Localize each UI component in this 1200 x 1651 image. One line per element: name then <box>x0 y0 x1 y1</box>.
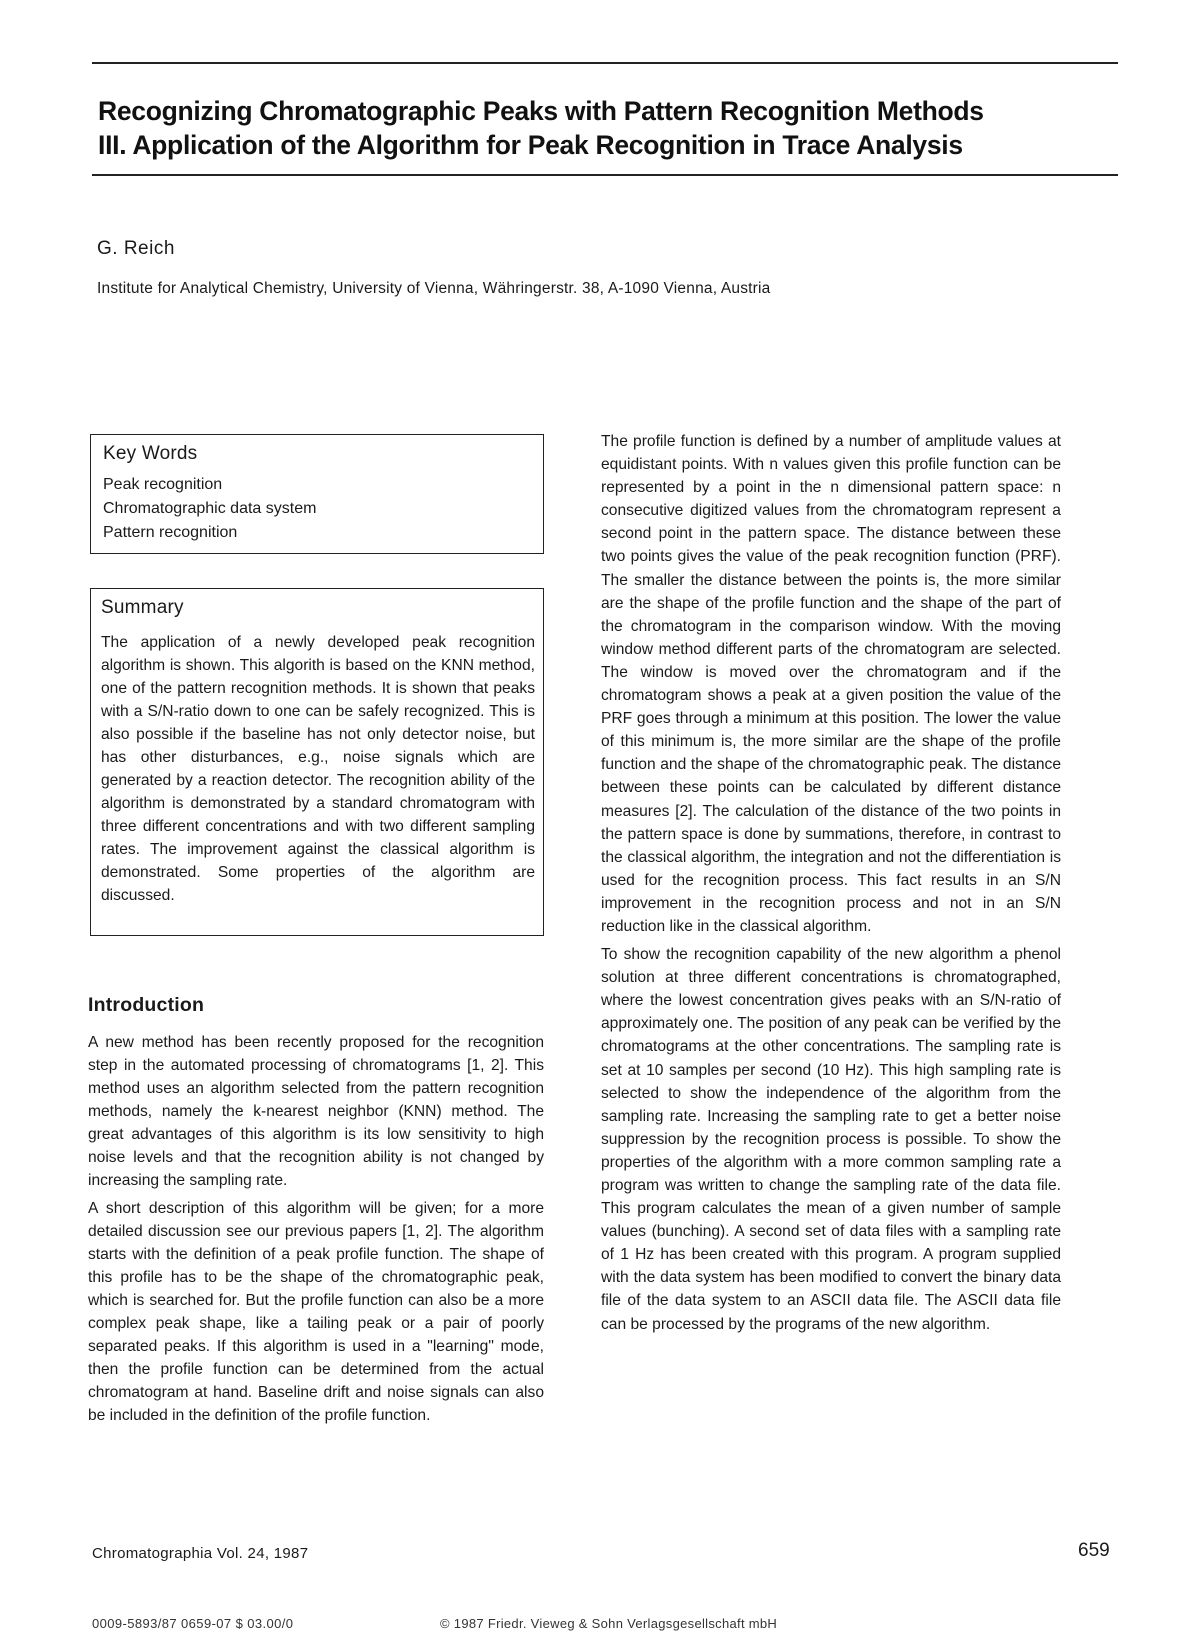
introduction-heading: Introduction <box>88 994 205 1016</box>
summary-text: The application of a newly developed peak recognition algorithm is shown. This algorith is based on the KNN method, one of the pattern recognition methods. It is shown that peaks with a S/N-ratio down to one can be safely recognized. This is also possible if the baseline has not only detector noise, but has other disturbances, e.g., noise signals which are generated by a reaction detector. The recognition ability of the algorithm is demonstrated by a standard chromatogram with three different concentrations and with two different sampling rates. The improvement against the classical algorithm is demonstrated. Some properties of the algorithm are discussed. <box>101 634 535 904</box>
author: G. Reich <box>97 238 175 259</box>
article-code: 0009-5893/87 0659-07 $ 03.00/0 <box>92 1616 294 1631</box>
intro-paragraph-2: A short description of this algorithm will be given; for a more detailed discussion see our previous papers [1, 2]. The algorithm starts with the definition of a peak profile function. The shape of this profile has to be the shape of the chromatographic peak, which is searched for. But the profile function can also be a more complex peak shape, like a tailing peak or a pair of poorly separated peaks. If this algorithm is used in a "learning" mode, then the profile function can be determined from the actual chromatogram at hand. Baseline drift and noise signals can also be included in the definition of the profile function. <box>88 1200 544 1424</box>
right-paragraph-1: The profile function is defined by a number of amplitude values at equidistant points. With n values given this profile function can be represented by a point in the n dimensional pattern space: n consecutive digitized values from the chromatogram represent a second point in the pattern space. The distance between these two points gives the value of the peak recognition function (PRF). The smaller the distance between the points is, the more similar are the shape of the profile function and the shape of the part of the chromatogram in the comparison window. With the moving window method different parts of the chromatogram are selected. The window is moved over the chromatogram and if the chromatogram shows a peak at a given position the value of the PRF goes through a minimum at this position. The lower the value of this minimum is, the more similar are the shape of the profile function and the shape of the chromatographic peak. The distance between these points can be calculated by different distance measures [2]. The calculation of the distance of the two points in the pattern space is done by summations, therefore, in contrast to the classical algorithm, the integration and not the differentiation is used for the recognition process. This fact results in an S/N improvement in the recognition process and not in an S/N reduction like in the classical algorithm. <box>601 433 1061 935</box>
right-column <box>601 430 1061 1341</box>
affiliation: Institute for Analytical Chemistry, University of Vienna, Währingerstr. 38, A-1090 Vienna, Austria <box>97 280 771 297</box>
keywords-box <box>90 434 544 554</box>
introduction-section <box>88 994 544 1432</box>
title-bottom-rule <box>92 174 1118 176</box>
page-title <box>98 94 1118 162</box>
right-paragraph-2: To show the recognition capability of the new algorithm a phenol solution at three different concentrations is chromatographed, where the lowest concentration gives peaks with an S/N-ratio of approximately one. The position of any peak can be verified by the chromatograms at the other concentrations. The sampling rate is set at 10 samples per second (10 Hz). This high sampling rate is selected to show the independence of the algorithm from the sampling rate. Increasing the sampling rate to get a better noise suppression by the recognition process is possible. To show the properties of the algorithm with a more common sampling rate a program was written to change the sampling rate of the data file. This program calculates the mean of a given number of sample values (bunching). A second set of data files with a sampling rate of 1 Hz has been created with this program. A program supplied with the data system has been modified to convert the binary data file of the data system to an ASCII data file. The ASCII data file can be processed by the programs of the new algorithm. <box>601 946 1061 1333</box>
journal-footer: Chromatographia Vol. 24, 1987 <box>92 1545 309 1562</box>
summary-box <box>90 588 544 936</box>
top-rule <box>92 62 1118 64</box>
summary-heading: Summary <box>101 597 184 618</box>
keywords-list <box>103 473 531 545</box>
keyword-item: Peak recognition <box>103 476 223 493</box>
page-number: 659 <box>1078 1540 1110 1561</box>
title-line-1: Recognizing Chromatographic Peaks with Pattern Recognition Methods <box>98 96 984 126</box>
keyword-item: Chromatographic data system <box>103 500 317 517</box>
keywords-heading: Key Words <box>103 443 198 464</box>
title-line-2: III. Application of the Algorithm for Peak Recognition in Trace Analysis <box>98 130 963 160</box>
keyword-item: Pattern recognition <box>103 524 238 541</box>
intro-paragraph-1: A new method has been recently proposed for the recognition step in the automated processing of chromatograms [1, 2]. This method uses an algorithm selected from the pattern recognition methods, namely the k-nearest neighbor (KNN) method. The great advantages of this algorithm is its low sensitivity to high noise levels and that the recognition ability is not changed by increasing the sampling rate. <box>88 1034 544 1189</box>
copyright-notice: © 1987 Friedr. Vieweg & Sohn Verlagsgesellschaft mbH <box>440 1616 778 1631</box>
